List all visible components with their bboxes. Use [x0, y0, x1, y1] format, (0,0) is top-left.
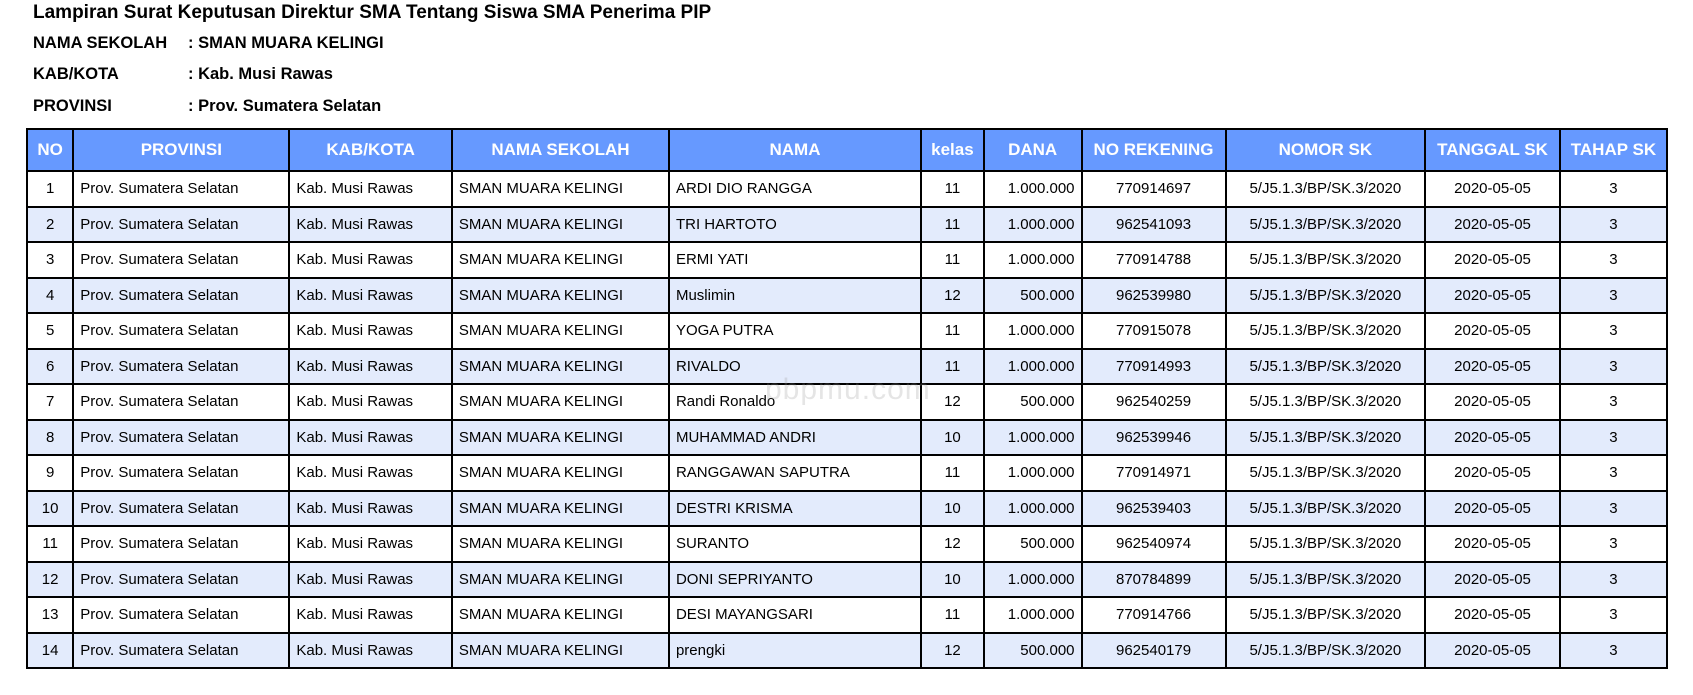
cell-no-rekening: 770914971 — [1082, 455, 1226, 491]
cell-provinsi: Prov. Sumatera Selatan — [73, 633, 289, 669]
cell-kelas: 11 — [921, 313, 984, 349]
cell-dana: 500.000 — [984, 278, 1082, 314]
cell-nama-sekolah: SMAN MUARA KELINGI — [452, 597, 669, 633]
table-row — [27, 597, 1667, 633]
cell-nama-sekolah: SMAN MUARA KELINGI — [452, 313, 669, 349]
cell-no-rekening: 770914766 — [1082, 597, 1226, 633]
cell-tahap-sk: 3 — [1560, 597, 1667, 633]
cell-nomor-sk: 5/J5.1.3/BP/SK.3/2020 — [1226, 384, 1426, 420]
table-row — [27, 633, 1667, 669]
cell-kab-kota: Kab. Musi Rawas — [289, 278, 452, 314]
column-header: KAB/KOTA — [289, 129, 452, 171]
column-header: NAMA — [669, 129, 921, 171]
cell-no-rekening: 962540179 — [1082, 633, 1226, 669]
cell-dana: 1.000.000 — [984, 562, 1082, 598]
cell-nomor-sk: 5/J5.1.3/BP/SK.3/2020 — [1226, 455, 1426, 491]
cell-nama: MUHAMMAD ANDRI — [669, 420, 921, 456]
cell-kelas: 12 — [921, 526, 984, 562]
table-row — [27, 491, 1667, 527]
cell-nomor-sk: 5/J5.1.3/BP/SK.3/2020 — [1226, 278, 1426, 314]
cell-nama: prengki — [669, 633, 921, 669]
cell-tanggal-sk: 2020-05-05 — [1425, 526, 1560, 562]
cell-dana: 1.000.000 — [984, 420, 1082, 456]
cell-nomor-sk: 5/J5.1.3/BP/SK.3/2020 — [1226, 633, 1426, 669]
cell-no-rekening: 770914788 — [1082, 242, 1226, 278]
cell-no-rekening: 962539946 — [1082, 420, 1226, 456]
column-header: PROVINSI — [73, 129, 289, 171]
cell-nomor-sk: 5/J5.1.3/BP/SK.3/2020 — [1226, 491, 1426, 527]
cell-nama: DONI SEPRIYANTO — [669, 562, 921, 598]
cell-no: 12 — [27, 562, 73, 598]
cell-nama-sekolah: SMAN MUARA KELINGI — [452, 562, 669, 598]
cell-nama-sekolah: SMAN MUARA KELINGI — [452, 242, 669, 278]
cell-kab-kota: Kab. Musi Rawas — [289, 562, 452, 598]
cell-kab-kota: Kab. Musi Rawas — [289, 384, 452, 420]
cell-nama-sekolah: SMAN MUARA KELINGI — [452, 455, 669, 491]
cell-dana: 1.000.000 — [984, 207, 1082, 243]
cell-no: 2 — [27, 207, 73, 243]
cell-no-rekening: 962540974 — [1082, 526, 1226, 562]
cell-kelas: 11 — [921, 171, 984, 207]
cell-tahap-sk: 3 — [1560, 242, 1667, 278]
cell-nama-sekolah: SMAN MUARA KELINGI — [452, 633, 669, 669]
recipients-table — [26, 128, 1668, 669]
watermark-text: pbpmu.com — [765, 373, 931, 406]
cell-provinsi: Prov. Sumatera Selatan — [73, 349, 289, 385]
cell-provinsi: Prov. Sumatera Selatan — [73, 384, 289, 420]
cell-kab-kota: Kab. Musi Rawas — [289, 171, 452, 207]
column-header: NAMA SEKOLAH — [452, 129, 669, 171]
cell-tahap-sk: 3 — [1560, 455, 1667, 491]
cell-no: 9 — [27, 455, 73, 491]
cell-nama-sekolah: SMAN MUARA KELINGI — [452, 420, 669, 456]
cell-provinsi: Prov. Sumatera Selatan — [73, 207, 289, 243]
cell-tanggal-sk: 2020-05-05 — [1425, 633, 1560, 669]
cell-provinsi: Prov. Sumatera Selatan — [73, 491, 289, 527]
column-header: DANA — [984, 129, 1082, 171]
cell-provinsi: Prov. Sumatera Selatan — [73, 171, 289, 207]
cell-no: 3 — [27, 242, 73, 278]
cell-kelas: 11 — [921, 597, 984, 633]
table-row — [27, 349, 1667, 385]
cell-kab-kota: Kab. Musi Rawas — [289, 526, 452, 562]
cell-nama-sekolah: SMAN MUARA KELINGI — [452, 526, 669, 562]
cell-no-rekening: 962539980 — [1082, 278, 1226, 314]
regency-row — [33, 65, 333, 84]
table-row — [27, 526, 1667, 562]
cell-tanggal-sk: 2020-05-05 — [1425, 349, 1560, 385]
table-row — [27, 420, 1667, 456]
cell-nama: TRI HARTOTO — [669, 207, 921, 243]
cell-no-rekening: 962539403 — [1082, 491, 1226, 527]
cell-no: 10 — [27, 491, 73, 527]
table-row — [27, 242, 1667, 278]
cell-kelas: 10 — [921, 562, 984, 598]
column-header: NO REKENING — [1082, 129, 1226, 171]
cell-nama-sekolah: SMAN MUARA KELINGI — [452, 171, 669, 207]
cell-tanggal-sk: 2020-05-05 — [1425, 597, 1560, 633]
province-row — [33, 97, 381, 116]
cell-provinsi: Prov. Sumatera Selatan — [73, 526, 289, 562]
cell-nama: RIVALDO — [669, 349, 921, 385]
cell-kab-kota: Kab. Musi Rawas — [289, 597, 452, 633]
cell-no: 4 — [27, 278, 73, 314]
cell-nomor-sk: 5/J5.1.3/BP/SK.3/2020 — [1226, 313, 1426, 349]
cell-nama: Muslimin — [669, 278, 921, 314]
cell-no-rekening: 962541093 — [1082, 207, 1226, 243]
cell-tahap-sk: 3 — [1560, 349, 1667, 385]
school-name-row — [33, 34, 384, 53]
cell-tanggal-sk: 2020-05-05 — [1425, 242, 1560, 278]
cell-dana: 1.000.000 — [984, 491, 1082, 527]
cell-dana: 500.000 — [984, 633, 1082, 669]
cell-nomor-sk: 5/J5.1.3/BP/SK.3/2020 — [1226, 349, 1426, 385]
cell-provinsi: Prov. Sumatera Selatan — [73, 242, 289, 278]
cell-nomor-sk: 5/J5.1.3/BP/SK.3/2020 — [1226, 420, 1426, 456]
cell-nama: RANGGAWAN SAPUTRA — [669, 455, 921, 491]
cell-kab-kota: Kab. Musi Rawas — [289, 207, 452, 243]
cell-tahap-sk: 3 — [1560, 278, 1667, 314]
cell-no-rekening: 770914697 — [1082, 171, 1226, 207]
table-row — [27, 278, 1667, 314]
cell-kelas: 12 — [921, 278, 984, 314]
cell-tanggal-sk: 2020-05-05 — [1425, 420, 1560, 456]
cell-nomor-sk: 5/J5.1.3/BP/SK.3/2020 — [1226, 526, 1426, 562]
cell-tanggal-sk: 2020-05-05 — [1425, 562, 1560, 598]
cell-dana: 1.000.000 — [984, 242, 1082, 278]
cell-provinsi: Prov. Sumatera Selatan — [73, 562, 289, 598]
cell-tanggal-sk: 2020-05-05 — [1425, 278, 1560, 314]
cell-nama: YOGA PUTRA — [669, 313, 921, 349]
cell-dana: 1.000.000 — [984, 349, 1082, 385]
cell-kab-kota: Kab. Musi Rawas — [289, 349, 452, 385]
cell-tahap-sk: 3 — [1560, 420, 1667, 456]
cell-provinsi: Prov. Sumatera Selatan — [73, 313, 289, 349]
cell-dana: 500.000 — [984, 384, 1082, 420]
cell-kab-kota: Kab. Musi Rawas — [289, 455, 452, 491]
province-label: PROVINSI — [33, 97, 112, 115]
cell-kab-kota: Kab. Musi Rawas — [289, 313, 452, 349]
cell-nama-sekolah: SMAN MUARA KELINGI — [452, 349, 669, 385]
cell-nomor-sk: 5/J5.1.3/BP/SK.3/2020 — [1226, 597, 1426, 633]
column-header: NOMOR SK — [1226, 129, 1426, 171]
cell-nama: SURANTO — [669, 526, 921, 562]
cell-tanggal-sk: 2020-05-05 — [1425, 384, 1560, 420]
table-row — [27, 313, 1667, 349]
cell-no-rekening: 962540259 — [1082, 384, 1226, 420]
cell-nama: ERMI YATI — [669, 242, 921, 278]
column-header: TANGGAL SK — [1425, 129, 1560, 171]
cell-nama-sekolah: SMAN MUARA KELINGI — [452, 491, 669, 527]
cell-nama-sekolah: SMAN MUARA KELINGI — [452, 278, 669, 314]
column-header: NO — [27, 129, 73, 171]
cell-nama: Randi Ronaldo — [669, 384, 921, 420]
table-header-row — [27, 129, 1667, 171]
cell-kelas: 11 — [921, 349, 984, 385]
cell-tahap-sk: 3 — [1560, 207, 1667, 243]
cell-tahap-sk: 3 — [1560, 526, 1667, 562]
column-header: kelas — [921, 129, 984, 171]
cell-kab-kota: Kab. Musi Rawas — [289, 242, 452, 278]
cell-no: 1 — [27, 171, 73, 207]
cell-no-rekening: 770915078 — [1082, 313, 1226, 349]
cell-kelas: 12 — [921, 633, 984, 669]
cell-tanggal-sk: 2020-05-05 — [1425, 491, 1560, 527]
cell-dana: 1.000.000 — [984, 455, 1082, 491]
cell-dana: 500.000 — [984, 526, 1082, 562]
cell-nama: ARDI DIO RANGGA — [669, 171, 921, 207]
cell-no: 5 — [27, 313, 73, 349]
cell-tanggal-sk: 2020-05-05 — [1425, 313, 1560, 349]
cell-dana: 1.000.000 — [984, 171, 1082, 207]
cell-tahap-sk: 3 — [1560, 633, 1667, 669]
cell-no: 13 — [27, 597, 73, 633]
cell-no-rekening: 770914993 — [1082, 349, 1226, 385]
cell-provinsi: Prov. Sumatera Selatan — [73, 278, 289, 314]
table-row — [27, 455, 1667, 491]
cell-kab-kota: Kab. Musi Rawas — [289, 420, 452, 456]
cell-kelas: 11 — [921, 242, 984, 278]
cell-dana: 1.000.000 — [984, 313, 1082, 349]
cell-kelas: 11 — [921, 455, 984, 491]
table-row — [27, 171, 1667, 207]
cell-nama-sekolah: SMAN MUARA KELINGI — [452, 384, 669, 420]
table-row — [27, 562, 1667, 598]
cell-no: 8 — [27, 420, 73, 456]
province-value: : Prov. Sumatera Selatan — [188, 97, 382, 115]
cell-provinsi: Prov. Sumatera Selatan — [73, 420, 289, 456]
table-row — [27, 384, 1667, 420]
cell-tahap-sk: 3 — [1560, 384, 1667, 420]
cell-nama: DESI MAYANGSARI — [669, 597, 921, 633]
cell-kelas: 12 — [921, 384, 984, 420]
cell-tahap-sk: 3 — [1560, 562, 1667, 598]
cell-tahap-sk: 3 — [1560, 313, 1667, 349]
regency-label: KAB/KOTA — [33, 65, 119, 83]
cell-nomor-sk: 5/J5.1.3/BP/SK.3/2020 — [1226, 171, 1426, 207]
cell-dana: 1.000.000 — [984, 597, 1082, 633]
cell-nama: DESTRI KRISMA — [669, 491, 921, 527]
cell-no: 7 — [27, 384, 73, 420]
cell-nomor-sk: 5/J5.1.3/BP/SK.3/2020 — [1226, 562, 1426, 598]
school-name-value: : SMAN MUARA KELINGI — [188, 34, 384, 52]
cell-tahap-sk: 3 — [1560, 171, 1667, 207]
cell-tanggal-sk: 2020-05-05 — [1425, 207, 1560, 243]
cell-tahap-sk: 3 — [1560, 491, 1667, 527]
cell-no: 6 — [27, 349, 73, 385]
cell-kelas: 10 — [921, 420, 984, 456]
document-title: Lampiran Surat Keputusan Direktur SMA Tentang Siswa SMA Penerima PIP — [33, 2, 712, 23]
cell-nomor-sk: 5/J5.1.3/BP/SK.3/2020 — [1226, 207, 1426, 243]
cell-kelas: 10 — [921, 491, 984, 527]
regency-value: : Kab. Musi Rawas — [188, 65, 333, 83]
cell-no: 14 — [27, 633, 73, 669]
cell-nomor-sk: 5/J5.1.3/BP/SK.3/2020 — [1226, 242, 1426, 278]
cell-nama-sekolah: SMAN MUARA KELINGI — [452, 207, 669, 243]
cell-tanggal-sk: 2020-05-05 — [1425, 171, 1560, 207]
cell-kab-kota: Kab. Musi Rawas — [289, 633, 452, 669]
cell-kelas: 11 — [921, 207, 984, 243]
cell-no: 11 — [27, 526, 73, 562]
cell-tanggal-sk: 2020-05-05 — [1425, 455, 1560, 491]
cell-provinsi: Prov. Sumatera Selatan — [73, 455, 289, 491]
school-name-label: NAMA SEKOLAH — [33, 34, 168, 52]
table-row — [27, 207, 1667, 243]
column-header: TAHAP SK — [1560, 129, 1667, 171]
cell-kab-kota: Kab. Musi Rawas — [289, 491, 452, 527]
cell-no-rekening: 870784899 — [1082, 562, 1226, 598]
cell-provinsi: Prov. Sumatera Selatan — [73, 597, 289, 633]
